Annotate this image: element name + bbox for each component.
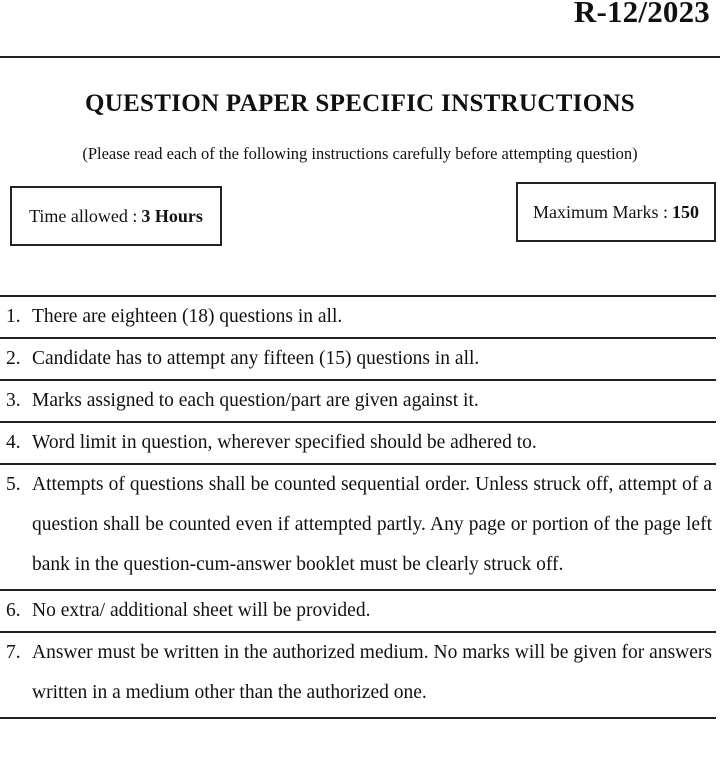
header-divider xyxy=(0,56,720,58)
instruction-number: 3. xyxy=(6,390,21,411)
instruction-number: 7. xyxy=(6,642,21,663)
maximum-marks-box xyxy=(516,182,716,242)
instruction-text: There are eighteen (18) questions in all. xyxy=(32,306,343,327)
time-allowed-label: Time allowed : xyxy=(29,205,138,226)
instruction-item xyxy=(0,423,716,465)
instruction-text: Attempts of questions shall be counted sequential order. Unless struck off, attempt of a question shall be counted even if attempted partly. Any page or portion of the page left bank in the question-cum-answer booklet must be clearly struck off. xyxy=(32,474,712,575)
instruction-text: Marks assigned to each question/part are given against it. xyxy=(32,390,479,411)
maximum-marks-label: Maximum Marks : xyxy=(533,201,668,222)
instruction-item xyxy=(0,633,716,719)
time-allowed-value: 3 Hours xyxy=(141,205,203,226)
instruction-item xyxy=(0,381,716,423)
instruction-text: Answer must be written in the authorized medium. No marks will be given for answers written in a medium other than the authorized one. xyxy=(32,642,712,703)
instruction-item xyxy=(0,339,716,381)
page-subtitle: (Please read each of the following instructions carefully before attempting question) xyxy=(82,144,638,163)
maximum-marks-value: 150 xyxy=(672,201,699,222)
instruction-number: 6. xyxy=(6,600,21,621)
time-allowed-box xyxy=(10,186,222,246)
instruction-item xyxy=(0,297,716,339)
instruction-number: 2. xyxy=(6,348,21,369)
instruction-number: 4. xyxy=(6,432,21,453)
instruction-text: No extra/ additional sheet will be provided. xyxy=(32,600,371,621)
instruction-number: 1. xyxy=(6,306,21,327)
instruction-number: 5. xyxy=(6,474,21,495)
instruction-text: Candidate has to attempt any fifteen (15) questions in all. xyxy=(32,348,480,369)
instruction-text: Word limit in question, wherever specified should be adhered to. xyxy=(32,432,537,453)
paper-code: R-12/2023 xyxy=(573,0,710,29)
instructions-list xyxy=(0,295,716,719)
instruction-item xyxy=(0,591,716,633)
instruction-item xyxy=(0,465,716,591)
page-title: QUESTION PAPER SPECIFIC INSTRUCTIONS xyxy=(84,90,636,117)
